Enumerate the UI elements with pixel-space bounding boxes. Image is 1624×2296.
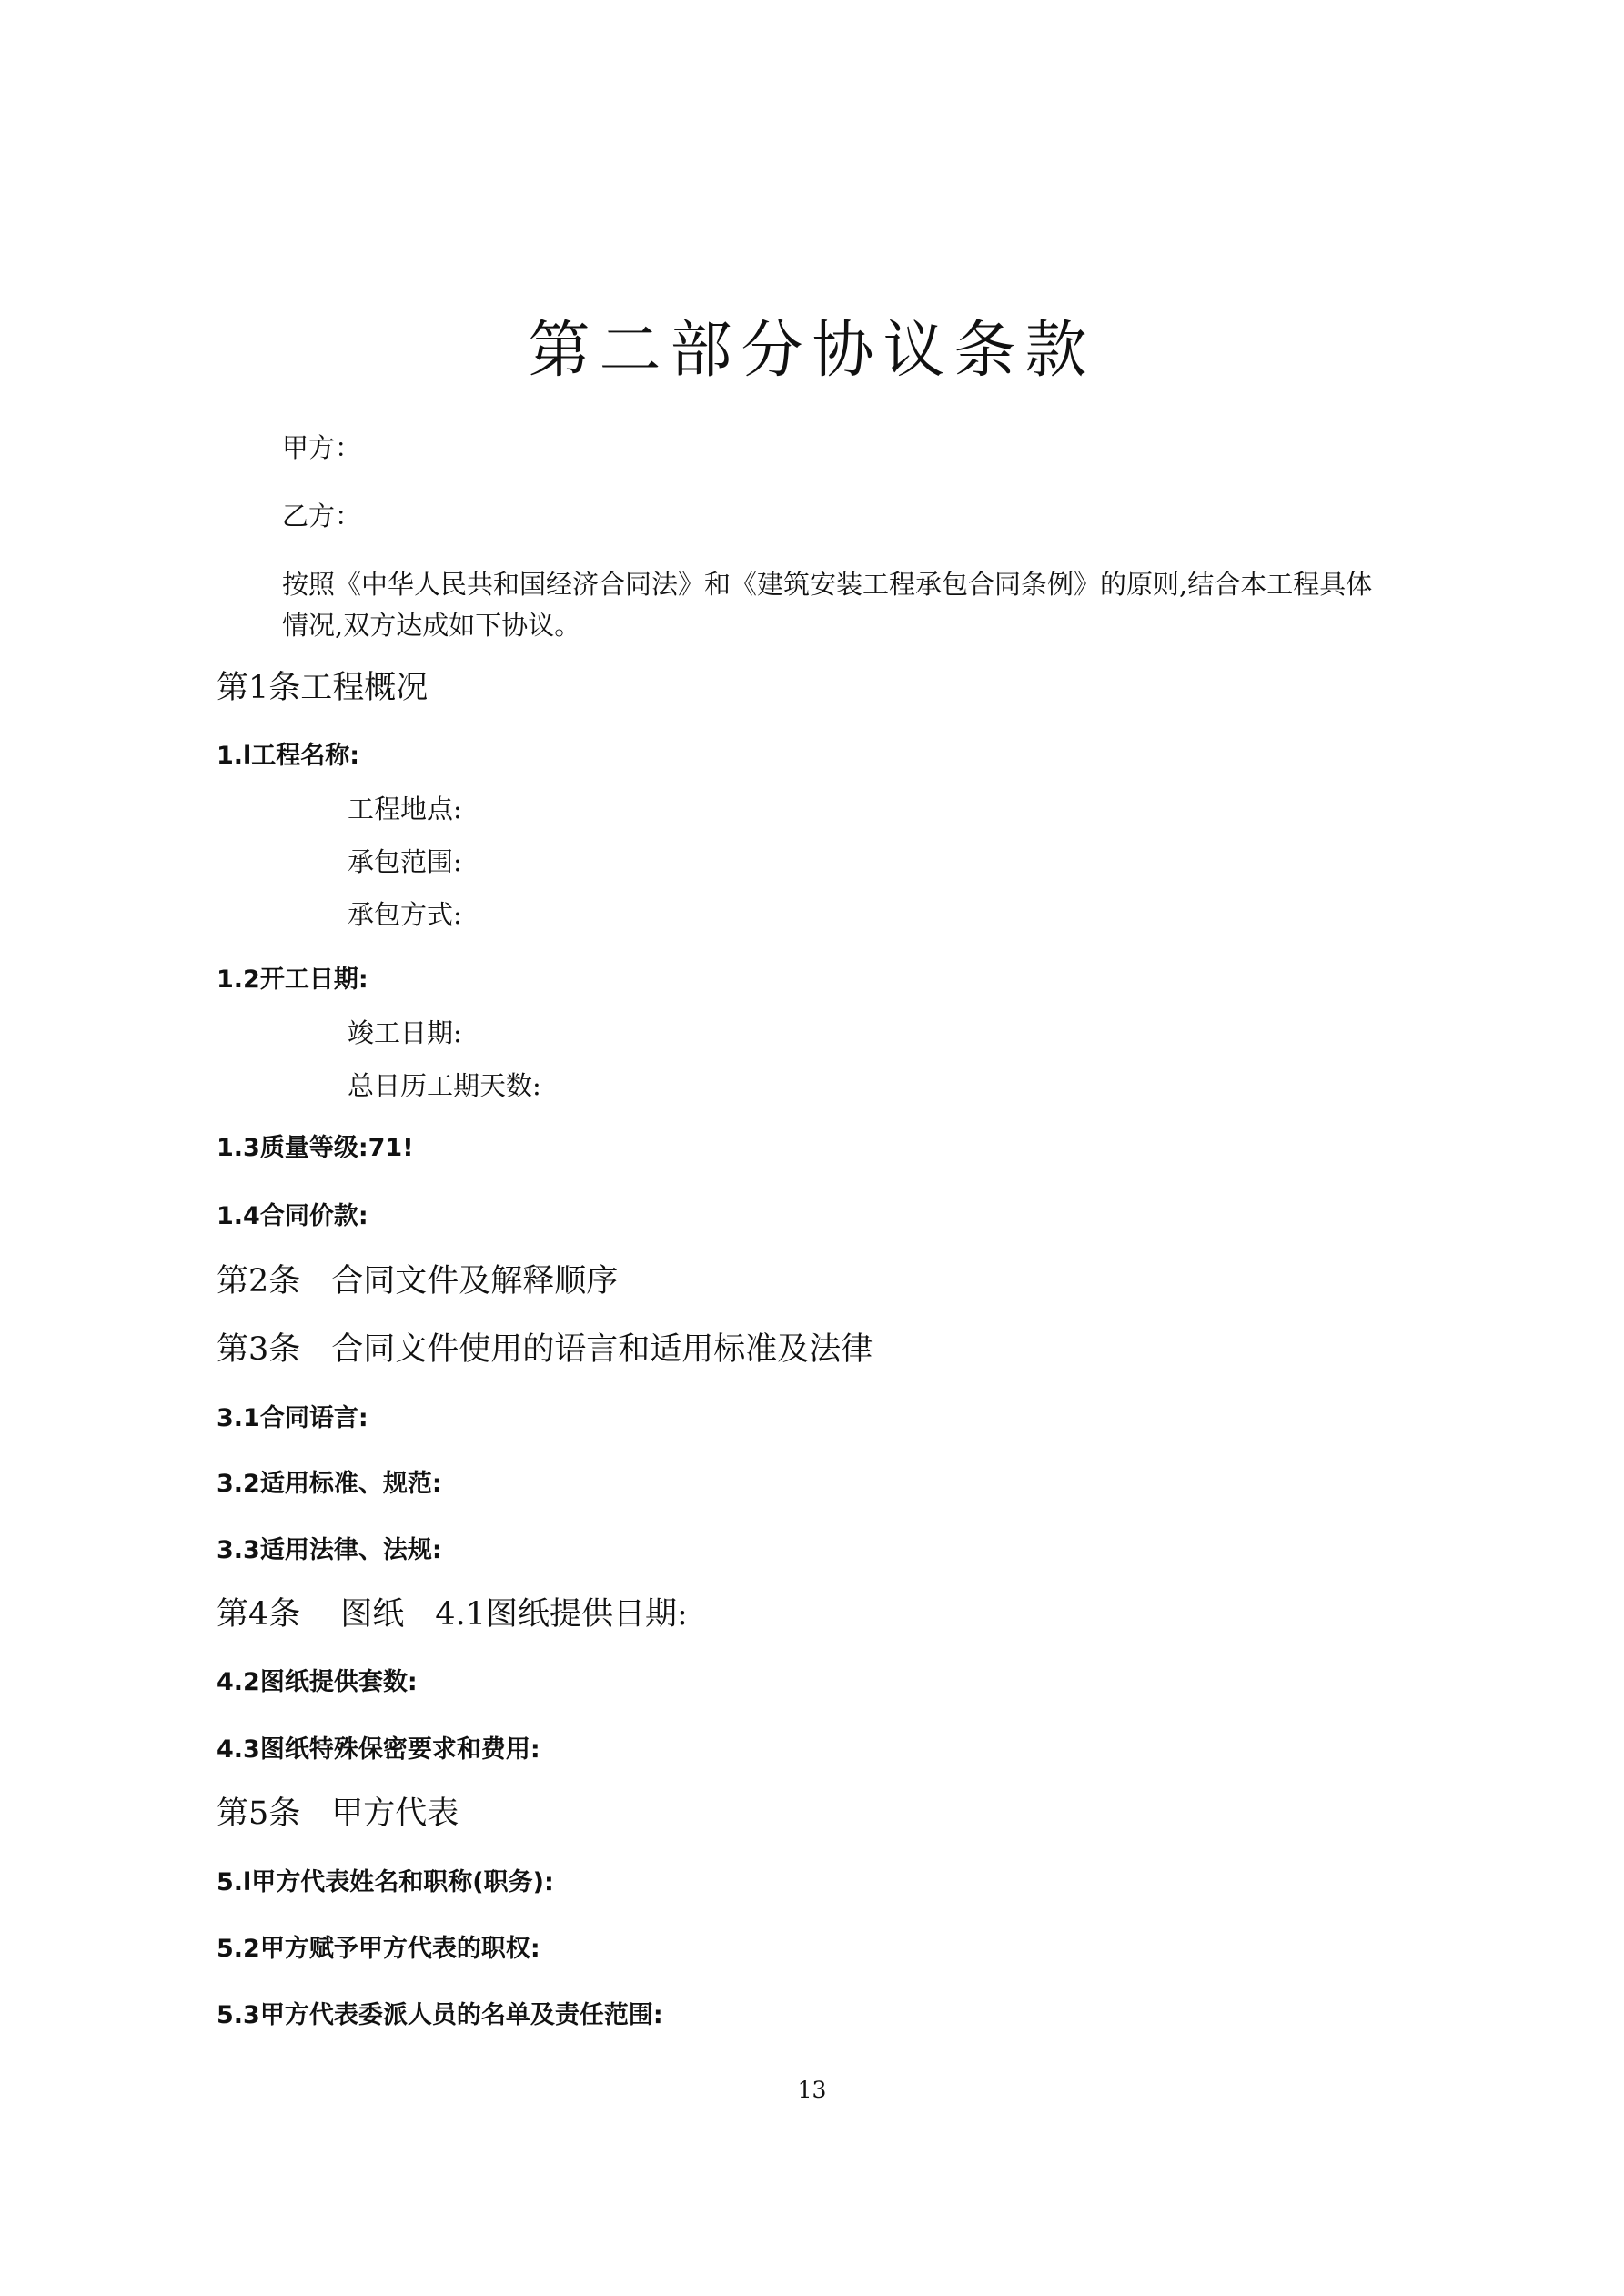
clause-1-1: 1.l工程名称: [217,742,360,770]
article-4-heading [217,1596,688,1633]
completion-date-label: 竣工日期: [348,1017,462,1048]
party-a-label: 甲方： [282,432,362,463]
project-location-label: 工程地点: [348,794,462,824]
page-title: 第二部分协议条款 [528,315,1096,387]
contract-scope-label: 承包范围: [348,846,462,877]
article-2-heading [217,1263,619,1300]
article-4-number: 第4条 [217,1596,301,1633]
clause-3-1: 3.1合同语言: [217,1404,368,1432]
clause-1-4: 1.4合同价款: [217,1202,368,1230]
intro-paragraph: 按照《中华人民共和国经济合同法》和《建筑安装工程承包合同条例》的原则,结合本工程具体情况,双方达成如下协议。 [282,569,1373,641]
total-duration-label: 总日历工期天数: [348,1070,541,1101]
clause-4-1: 4.1图纸提供日期: [435,1596,688,1633]
clause-1-2: 1.2开工日期: [217,966,368,994]
article-3-title: 合同文件使用的语言和适用标准及法律 [331,1331,873,1368]
clause-3-2: 3.2适用标准、规范: [217,1470,442,1498]
clause-4-3: 4.3图纸特殊保密要求和费用: [217,1735,540,1764]
clause-3-3: 3.3适用法律、法规: [217,1536,442,1564]
clause-4-2: 4.2图纸提供套数: [217,1668,418,1696]
article-2-number: 第2条 [217,1263,301,1300]
article-3-heading [217,1331,873,1368]
article-1-heading: 第1条工程概况 [217,670,429,706]
clause-5-3: 5.3甲方代表委派人员的名单及责任范围: [217,2001,663,2029]
article-4-title: 图纸 [340,1596,405,1633]
article-5-title: 甲方代表 [331,1795,459,1832]
article-5-heading [217,1795,459,1832]
article-3-number: 第3条 [217,1331,301,1368]
clause-1-3: 1.3质量等级:71! [217,1134,414,1162]
clause-5-1: 5.l甲方代表姓名和职称(职务): [217,1868,554,1896]
party-b-label: 乙方： [282,501,362,531]
contract-method-label: 承包方式: [348,899,462,930]
article-2-title: 合同文件及解释顺序 [331,1263,619,1300]
article-5-number: 第5条 [217,1795,301,1832]
clause-5-2: 5.2甲方赋予甲方代表的职权: [217,1935,540,1963]
page-number: 13 [797,2077,827,2103]
